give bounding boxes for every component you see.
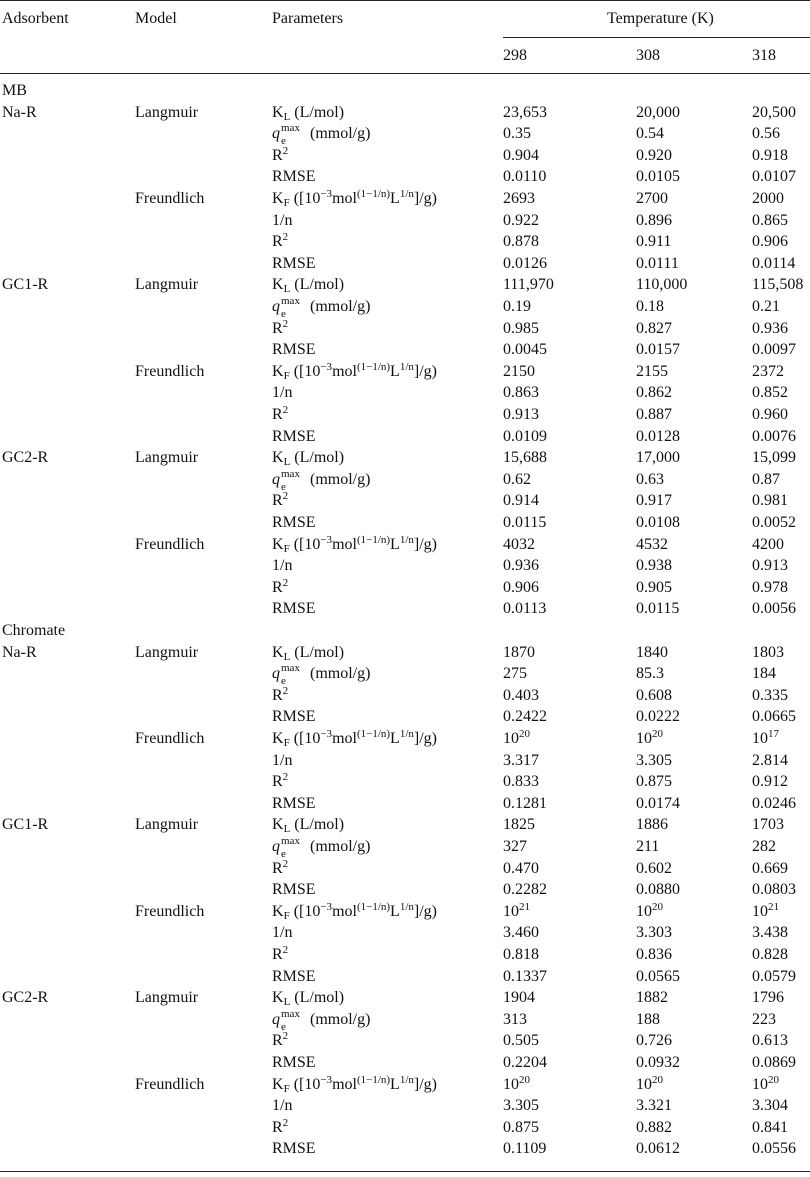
param-label: 1/n <box>272 384 293 402</box>
value-cell: 0.818 <box>503 946 539 963</box>
param-label: $K_L$ (L/mol) <box>272 276 345 296</box>
value-cell: 0.828 <box>752 946 788 963</box>
value-cell: 0.918 <box>752 146 788 164</box>
value-cell: 0.0665 <box>752 708 796 726</box>
value-cell: 110,000 <box>636 276 688 294</box>
value-cell: 0.35 <box>503 125 531 143</box>
value-cell: 0.0111 <box>636 254 679 272</box>
header-bottom-rule <box>0 73 810 74</box>
value-cell: 0.913 <box>752 557 788 575</box>
value-cell: 0.0174 <box>636 794 680 812</box>
value-cell: 4200 <box>752 535 784 553</box>
value-cell: 188 <box>636 1010 660 1028</box>
value-cell: 0.827 <box>636 319 672 337</box>
value-cell: 0.602 <box>636 859 672 877</box>
value-cell: 0.63 <box>636 470 664 488</box>
value-cell: 0.0113 <box>503 600 547 618</box>
value-cell: 0.841 <box>752 1118 788 1136</box>
header-adsorbent: Adsorbent <box>2 10 69 27</box>
value-cell: 0.726 <box>636 1032 672 1050</box>
adsorbent-name: GC2-R <box>2 449 49 467</box>
model-name: Langmuir <box>135 989 199 1007</box>
value-cell: $10^{20}$ <box>752 1073 779 1093</box>
value-cell: 0.0097 <box>752 341 796 359</box>
table-top-rule <box>0 0 810 1</box>
value-cell: 0.0565 <box>636 967 680 985</box>
value-cell: 0.0126 <box>503 254 547 272</box>
value-cell: 4532 <box>636 535 668 553</box>
value-cell: 0.669 <box>752 859 788 877</box>
value-cell: 0.875 <box>503 1118 539 1136</box>
param-label: RMSE <box>272 1054 316 1071</box>
value-cell: 0.833 <box>503 773 539 791</box>
value-cell: 111,970 <box>503 276 554 294</box>
value-cell: 3.460 <box>503 924 539 942</box>
param-label: $R^2$ <box>272 771 289 791</box>
value-cell: 0.0110 <box>503 168 547 186</box>
value-cell: 0.62 <box>503 470 531 488</box>
model-name: Freundlich <box>135 362 205 380</box>
value-cell: 0.938 <box>636 557 672 575</box>
adsorbent-name: GC1-R <box>2 816 49 834</box>
value-cell: 20,500 <box>752 103 796 121</box>
value-cell: 0.0107 <box>752 168 796 186</box>
value-cell: 0.0128 <box>636 427 680 445</box>
param-label: q max e (mmol/g) <box>272 122 371 148</box>
param-label: RMSE <box>272 341 316 359</box>
param-label: 1/n <box>272 211 293 229</box>
param-label: RMSE <box>272 1140 316 1158</box>
value-cell: 0.978 <box>752 578 788 596</box>
adsorbent-name: Na-R <box>2 103 37 121</box>
model-name: Freundlich <box>135 902 205 920</box>
value-cell: 0.0109 <box>503 427 547 445</box>
header-parameters: Parameters <box>272 10 344 27</box>
param-label: $R^2$ <box>272 576 289 596</box>
value-cell: 3.305 <box>636 751 672 769</box>
value-cell: 1840 <box>636 643 668 661</box>
value-cell: 1870 <box>503 643 535 661</box>
value-cell: 0.505 <box>503 1032 539 1050</box>
value-cell: 0.18 <box>636 298 664 315</box>
adsorbent-name: GC1-R <box>2 276 49 294</box>
value-cell: 1825 <box>503 816 535 834</box>
value-cell: 0.981 <box>752 492 788 510</box>
value-cell: 15,099 <box>752 449 796 467</box>
value-cell: 1796 <box>752 989 784 1007</box>
model-name: Freundlich <box>135 730 205 747</box>
value-cell: 0.470 <box>503 859 539 877</box>
value-cell: 0.19 <box>503 298 531 315</box>
value-cell: 0.54 <box>636 125 664 143</box>
value-cell: 1882 <box>636 989 668 1007</box>
value-cell: 3.438 <box>752 924 788 942</box>
value-cell: 1904 <box>503 989 535 1007</box>
param-label: $R^2$ <box>272 944 289 963</box>
value-cell: 0.0932 <box>636 1054 680 1071</box>
param-label: $K_F$ $([10^{-3}mol^{(1-1/n)}L^{1/n}]/g)$ <box>272 360 437 382</box>
value-cell: 2150 <box>503 362 535 380</box>
value-cell: 0.21 <box>752 298 780 315</box>
value-cell: 0.0115 <box>636 600 680 618</box>
value-cell: 0.0612 <box>636 1140 680 1158</box>
header-temp-298: 298 <box>503 47 527 64</box>
value-cell: 2000 <box>752 190 784 207</box>
model-name: Langmuir <box>135 449 199 467</box>
param-label: q max e (mmol/g) <box>272 295 371 320</box>
value-cell: 0.2422 <box>503 708 547 726</box>
param-label: $K_F$ $([10^{-3}mol^{(1-1/n)}L^{1/n}]/g)$ <box>272 728 437 749</box>
param-label: $K_F$ $([10^{-3}mol^{(1-1/n)}L^{1/n}]/g)$ <box>272 1073 437 1095</box>
value-cell: 0.906 <box>752 233 788 251</box>
value-cell: 0.87 <box>752 470 780 488</box>
value-cell: 0.1337 <box>503 967 547 985</box>
value-cell: 0.985 <box>503 319 539 337</box>
value-cell: 0.1109 <box>503 1140 547 1158</box>
section-title: Chromate <box>2 622 66 639</box>
value-cell: 2693 <box>503 190 535 207</box>
value-cell: 3.305 <box>503 1097 539 1115</box>
value-cell: 327 <box>503 838 527 855</box>
model-name: Langmuir <box>135 816 199 834</box>
value-cell: 0.0076 <box>752 427 796 445</box>
param-label: 1/n <box>272 557 293 575</box>
adsorbent-name: GC2-R <box>2 989 49 1007</box>
adsorbent-name: Na-R <box>2 643 37 661</box>
value-cell: 0.863 <box>503 384 539 402</box>
model-name: Freundlich <box>135 1075 205 1093</box>
model-name: Langmuir <box>135 103 199 121</box>
value-cell: 0.0105 <box>636 168 680 186</box>
value-cell: 85.3 <box>636 665 664 683</box>
param-label: q max e (mmol/g) <box>272 835 371 860</box>
value-cell: 0.0114 <box>752 254 796 272</box>
value-cell: 0.403 <box>503 686 539 704</box>
param-label: $K_L$ (L/mol) <box>272 989 345 1009</box>
value-cell: 3.317 <box>503 751 539 769</box>
param-label: RMSE <box>272 514 316 531</box>
value-cell: 0.913 <box>503 406 539 423</box>
param-label: q max e (mmol/g) <box>272 467 371 493</box>
value-cell: 1803 <box>752 643 784 661</box>
value-cell: 0.865 <box>752 211 788 229</box>
header-temp-318: 318 <box>752 47 776 64</box>
value-cell: $10^{20}$ <box>636 900 663 920</box>
value-cell: 275 <box>503 665 527 683</box>
value-cell: 0.0880 <box>636 881 680 899</box>
param-label: $K_F$ $([10^{-3}mol^{(1-1/n)}L^{1/n}]/g)$ <box>272 188 437 209</box>
model-name: Langmuir <box>135 276 199 294</box>
param-label: $R^2$ <box>272 684 289 704</box>
temperature-underline <box>503 37 810 38</box>
param-label: $K_F$ $([10^{-3}mol^{(1-1/n)}L^{1/n}]/g)$ <box>272 533 437 555</box>
value-cell: 0.0869 <box>752 1054 796 1071</box>
param-label: $K_L$ (L/mol) <box>272 449 345 469</box>
value-cell: 2155 <box>636 362 668 380</box>
value-cell: 0.896 <box>636 211 672 229</box>
value-cell: 223 <box>752 1010 776 1028</box>
value-cell: 0.0056 <box>752 600 796 618</box>
param-label: $R^2$ <box>272 490 289 510</box>
section-title: MB <box>2 82 27 99</box>
value-cell: 3.304 <box>752 1097 788 1115</box>
value-cell: 313 <box>503 1010 527 1028</box>
value-cell: 1703 <box>752 816 784 834</box>
table-bottom-rule <box>0 1171 810 1172</box>
param-label: RMSE <box>272 881 316 899</box>
value-cell: 2700 <box>636 190 668 207</box>
value-cell: 0.0556 <box>752 1140 796 1158</box>
value-cell: 0.936 <box>752 319 788 337</box>
header-temperature: Temperature (K) <box>607 10 714 27</box>
value-cell: $10^{20}$ <box>636 728 663 747</box>
value-cell: 0.882 <box>636 1118 672 1136</box>
value-cell: 0.906 <box>503 578 539 596</box>
value-cell: 4032 <box>503 535 535 553</box>
param-label: $K_L$ (L/mol) <box>272 103 345 123</box>
value-cell: 3.321 <box>636 1097 672 1115</box>
param-label: $R^2$ <box>272 317 289 337</box>
param-label: $R^2$ <box>272 857 289 877</box>
value-cell: 0.608 <box>636 686 672 704</box>
value-cell: 2372 <box>752 362 784 380</box>
value-cell: 0.911 <box>636 233 672 251</box>
value-cell: $10^{21}$ <box>752 900 779 920</box>
value-cell: 0.862 <box>636 384 672 402</box>
value-cell: 0.56 <box>752 125 780 143</box>
value-cell: 0.852 <box>752 384 788 402</box>
value-cell: 0.0803 <box>752 881 796 899</box>
value-cell: 0.0108 <box>636 514 680 531</box>
value-cell: 0.0579 <box>752 967 796 985</box>
model-name: Langmuir <box>135 643 199 661</box>
param-label: $K_L$ (L/mol) <box>272 643 345 663</box>
value-cell: $10^{20}$ <box>503 728 530 747</box>
value-cell: 0.335 <box>752 686 788 704</box>
value-cell: 3.303 <box>636 924 672 942</box>
value-cell: 0.904 <box>503 146 539 164</box>
value-cell: 0.936 <box>503 557 539 575</box>
value-cell: 0.2204 <box>503 1054 547 1071</box>
value-cell: 184 <box>752 665 776 683</box>
param-label: 1/n <box>272 751 293 769</box>
model-name: Freundlich <box>135 190 205 207</box>
value-cell: 2.814 <box>752 751 788 769</box>
value-cell: $10^{20}$ <box>636 1073 663 1093</box>
param-label: $R^2$ <box>272 144 289 164</box>
param-label: RMSE <box>272 254 316 272</box>
param-label: $R^2$ <box>272 1030 289 1050</box>
param-label: q max e (mmol/g) <box>272 1007 371 1033</box>
value-cell: 0.960 <box>752 406 788 423</box>
value-cell: 0.0045 <box>503 341 547 359</box>
value-cell: 0.0157 <box>636 341 680 359</box>
header-temp-308: 308 <box>636 47 660 64</box>
value-cell: 23,653 <box>503 103 547 121</box>
param-label: RMSE <box>272 427 316 445</box>
value-cell: 0.912 <box>752 773 788 791</box>
value-cell: 0.0246 <box>752 794 796 812</box>
value-cell: 0.878 <box>503 233 539 251</box>
value-cell: 0.0115 <box>503 514 547 531</box>
param-label: $K_L$ (L/mol) <box>272 816 345 836</box>
value-cell: 0.836 <box>636 946 672 963</box>
param-label: 1/n <box>272 924 293 942</box>
value-cell: 0.914 <box>503 492 539 510</box>
value-cell: 0.0052 <box>752 514 796 531</box>
value-cell: 0.613 <box>752 1032 788 1050</box>
header-model: Model <box>135 10 177 27</box>
value-cell: 0.917 <box>636 492 672 510</box>
param-label: $R^2$ <box>272 1116 289 1136</box>
param-label: 1/n <box>272 1097 293 1115</box>
param-label: $R^2$ <box>272 231 289 251</box>
model-name: Freundlich <box>135 535 205 553</box>
value-cell: 0.920 <box>636 146 672 164</box>
value-cell: 1886 <box>636 816 668 834</box>
value-cell: 0.922 <box>503 211 539 229</box>
param-label: q max e (mmol/g) <box>272 662 371 688</box>
param-label: $K_F$ $([10^{-3}mol^{(1-1/n)}L^{1/n}]/g)$ <box>272 900 437 922</box>
param-label: RMSE <box>272 708 316 726</box>
value-cell: 15,688 <box>503 449 547 467</box>
value-cell: $10^{17}$ <box>752 728 779 747</box>
param-label: RMSE <box>272 168 316 186</box>
value-cell: 0.2282 <box>503 881 547 899</box>
value-cell: 17,000 <box>636 449 680 467</box>
value-cell: 282 <box>752 838 776 855</box>
value-cell: 0.1281 <box>503 794 547 812</box>
value-cell: 115,508 <box>752 276 804 294</box>
value-cell: 20,000 <box>636 103 680 121</box>
value-cell: 0.875 <box>636 773 672 791</box>
value-cell: 0.0222 <box>636 708 680 726</box>
value-cell: 0.905 <box>636 578 672 596</box>
param-label: RMSE <box>272 794 316 812</box>
value-cell: $10^{20}$ <box>503 1073 530 1093</box>
param-label: $R^2$ <box>272 404 289 423</box>
param-label: RMSE <box>272 600 316 618</box>
param-label: RMSE <box>272 967 316 985</box>
value-cell: $10^{21}$ <box>503 900 530 920</box>
value-cell: 211 <box>636 838 660 855</box>
value-cell: 0.887 <box>636 406 672 423</box>
